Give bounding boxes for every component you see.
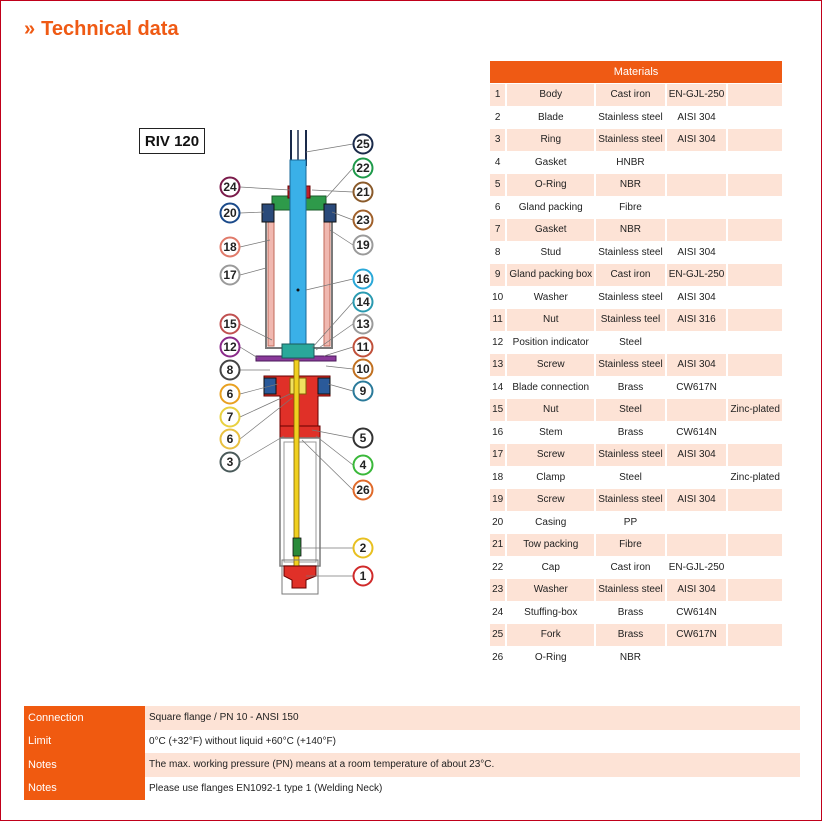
spec-value: Square flange / PN 10 - ANSI 150 <box>145 706 800 730</box>
materials-cell-standard: EN-GJL-250 <box>667 84 727 106</box>
materials-cell-no: 17 <box>490 444 505 466</box>
materials-cell-part: Gland packing <box>518 201 583 213</box>
materials-cell-part: Gasket <box>534 156 567 168</box>
materials-body <box>490 84 782 668</box>
materials-cell-no: 25 <box>490 624 505 646</box>
materials-row <box>490 287 782 309</box>
materials-cell-note <box>728 579 782 601</box>
materials-cell-material: Stainless steel <box>596 489 665 511</box>
materials-cell-no: 21 <box>490 534 505 556</box>
spec-row <box>24 706 800 730</box>
materials-cell-material: Steel <box>619 471 642 483</box>
callout-label: 25 <box>356 137 370 151</box>
callout-label: 21 <box>356 185 370 199</box>
callout-label: 10 <box>356 362 370 376</box>
materials-cell-material: Stainless steel <box>598 111 663 123</box>
materials-row <box>490 579 782 601</box>
materials-row <box>490 309 782 331</box>
materials-cell-no: 14 <box>492 381 504 393</box>
callout-label: 8 <box>226 363 234 377</box>
materials-cell-part: Screw <box>507 444 594 466</box>
materials-cell-standard: CW614N <box>676 606 717 618</box>
materials-cell-note <box>728 602 782 624</box>
materials-cell-no: 23 <box>490 579 505 601</box>
materials-cell-standard <box>667 197 727 219</box>
callout-label: 13 <box>356 317 370 331</box>
model-label: RIV 120 <box>139 128 205 154</box>
materials-cell-part: Blade connection <box>512 381 590 393</box>
materials-cell-note <box>728 197 782 219</box>
spec-value: Please use flanges EN1092-1 type 1 (Welding Neck) <box>149 782 383 794</box>
materials-cell-no: 26 <box>492 651 504 663</box>
materials-row <box>490 467 782 489</box>
callout-label: 24 <box>223 180 237 194</box>
materials-row <box>490 152 782 174</box>
materials-cell-material: Fibre <box>596 534 665 556</box>
materials-cell-note <box>728 152 782 174</box>
materials-cell-material: Stainless steel <box>596 444 665 466</box>
materials-cell-part: Gland packing box <box>507 264 594 286</box>
materials-cell-material: PP <box>623 516 638 528</box>
callout-label: 14 <box>356 295 370 309</box>
spec-row <box>24 777 800 801</box>
materials-cell-material: Stainless steel <box>596 354 665 376</box>
materials-cell-standard <box>667 467 727 489</box>
materials-cell-note <box>728 287 782 309</box>
stem-shape <box>290 160 306 350</box>
materials-cell-part: Tow packing <box>507 534 594 556</box>
materials-cell-part: O-Ring <box>507 174 594 196</box>
materials-cell-part: Stem <box>539 426 563 438</box>
materials-cell-no: 20 <box>492 516 504 528</box>
materials-cell-material: HNBR <box>616 156 645 168</box>
materials-cell-note <box>728 107 782 129</box>
page-title <box>24 18 179 41</box>
materials-cell-material: Steel <box>596 399 665 421</box>
materials-cell-standard <box>667 219 727 241</box>
materials-cell-standard <box>667 647 727 669</box>
materials-header: Materials <box>490 61 782 83</box>
blade-shape <box>294 360 299 566</box>
materials-row <box>490 489 782 511</box>
materials-cell-material: Stainless steel <box>598 246 663 258</box>
materials-cell-note <box>728 309 782 331</box>
spec-row <box>24 753 800 777</box>
materials-cell-no: 5 <box>490 174 505 196</box>
materials-cell-part: Casing <box>535 516 567 528</box>
materials-row <box>490 444 782 466</box>
materials-cell-standard: CW617N <box>667 624 727 646</box>
materials-row <box>490 264 782 286</box>
materials-cell-material: Cast iron <box>596 84 665 106</box>
materials-row <box>490 174 782 196</box>
callout-label: 20 <box>223 206 237 220</box>
materials-cell-no: 9 <box>490 264 505 286</box>
callout-label: 1 <box>359 569 367 583</box>
callout-label: 23 <box>356 213 370 227</box>
callout-label: 2 <box>359 541 367 555</box>
ring-shape <box>284 566 316 588</box>
materials-cell-material: Steel <box>619 336 642 348</box>
materials-cell-material: Cast iron <box>610 561 651 573</box>
materials-cell-part: Nut <box>507 399 594 421</box>
materials-row <box>490 422 782 444</box>
materials-cell-material: NBR <box>619 651 642 663</box>
specs-table <box>24 706 800 800</box>
materials-cell-material: NBR <box>596 219 665 241</box>
materials-cell-note <box>728 422 782 444</box>
materials-row <box>490 647 782 669</box>
materials-cell-no: 24 <box>492 606 504 618</box>
materials-cell-no: 12 <box>492 336 504 348</box>
materials-cell-standard: AISI 316 <box>667 309 727 331</box>
materials-cell-part: Blade <box>537 111 564 123</box>
page-title-text: Technical data <box>41 18 179 40</box>
materials-row <box>490 354 782 376</box>
materials-cell-standard: AISI 304 <box>677 246 716 258</box>
materials-cell-material: NBR <box>596 174 665 196</box>
materials-cell-standard <box>667 534 727 556</box>
callout-label: 19 <box>356 238 370 252</box>
materials-row <box>490 197 782 219</box>
materials-row <box>490 557 782 579</box>
materials-row <box>490 512 782 534</box>
double-chevron-icon: » <box>24 18 34 40</box>
materials-cell-note <box>728 84 782 106</box>
materials-cell-standard: CW617N <box>676 381 717 393</box>
spec-key: Notes <box>24 777 145 801</box>
callout-label: 7 <box>226 410 234 424</box>
materials-cell-part: Body <box>507 84 594 106</box>
materials-cell-note <box>728 332 782 354</box>
materials-cell-note <box>728 377 782 399</box>
materials-cell-note <box>728 444 782 466</box>
callout-label: 6 <box>226 432 234 446</box>
materials-cell-standard: AISI 304 <box>667 354 727 376</box>
spec-value: The max. working pressure (PN) means at a room temperature of about 23°C. <box>145 753 800 777</box>
materials-cell-material: Brass <box>596 624 665 646</box>
materials-row <box>490 84 782 106</box>
callout-label: 6 <box>226 387 234 401</box>
materials-cell-material: Stainless steel <box>598 291 663 303</box>
materials-cell-note <box>728 354 782 376</box>
materials-cell-no: 8 <box>494 246 501 258</box>
materials-row <box>490 534 782 556</box>
materials-cell-standard <box>667 174 727 196</box>
valve-cross-section-drawing <box>130 120 390 600</box>
materials-cell-note <box>728 174 782 196</box>
materials-cell-part: Screw <box>507 489 594 511</box>
materials-cell-standard <box>667 332 727 354</box>
materials-cell-standard <box>667 399 727 421</box>
callout-label: 3 <box>226 455 234 469</box>
materials-cell-material: Stainless steel <box>596 129 665 151</box>
materials-cell-no: 22 <box>492 561 504 573</box>
materials-cell-standard: EN-GJL-250 <box>667 264 727 286</box>
callout-label: 12 <box>223 340 237 354</box>
materials-cell-no: 6 <box>494 201 501 213</box>
materials-cell-note: Zinc-plated <box>730 471 780 483</box>
materials-cell-no: 7 <box>490 219 505 241</box>
materials-cell-note <box>728 624 782 646</box>
materials-cell-part: Position indicator <box>512 336 589 348</box>
materials-cell-material: Stainless steel <box>596 579 665 601</box>
materials-cell-material: Brass <box>617 426 644 438</box>
callout-label: 5 <box>359 431 367 445</box>
materials-cell-part: Stud <box>540 246 562 258</box>
materials-cell-material: Cast iron <box>596 264 665 286</box>
materials-cell-no: 11 <box>490 309 505 331</box>
materials-cell-standard: EN-GJL-250 <box>668 561 725 573</box>
callout-label: 4 <box>359 458 367 472</box>
materials-row <box>490 377 782 399</box>
materials-cell-no: 19 <box>490 489 505 511</box>
materials-cell-part: Nut <box>507 309 594 331</box>
materials-cell-note <box>728 219 782 241</box>
materials-cell-standard: AISI 304 <box>677 111 716 123</box>
materials-row <box>490 242 782 264</box>
materials-cell-no: 16 <box>492 426 504 438</box>
materials-cell-no: 2 <box>494 111 501 123</box>
materials-row <box>490 399 782 421</box>
materials-cell-no: 10 <box>492 291 504 303</box>
materials-cell-material: Brass <box>617 381 644 393</box>
materials-cell-part: Cap <box>541 561 560 573</box>
materials-row <box>490 129 782 151</box>
spec-key: Notes <box>24 753 145 777</box>
callout-label: 18 <box>223 240 237 254</box>
materials-cell-part: Stuffing-box <box>524 606 578 618</box>
materials-row <box>490 107 782 129</box>
materials-cell-no: 4 <box>494 156 501 168</box>
materials-cell-standard: CW614N <box>676 426 717 438</box>
materials-cell-part: Washer <box>507 579 594 601</box>
materials-cell-standard: AISI 304 <box>667 129 727 151</box>
materials-cell-note <box>728 129 782 151</box>
materials-row <box>490 219 782 241</box>
callout-label: 15 <box>223 317 237 331</box>
materials-cell-material: Brass <box>617 606 644 618</box>
materials-cell-part: Gasket <box>507 219 594 241</box>
materials-cell-standard <box>667 512 727 534</box>
materials-cell-no: 3 <box>490 129 505 151</box>
spec-key: Limit <box>24 730 145 754</box>
materials-row <box>490 624 782 646</box>
materials-cell-material: Fibre <box>619 201 642 213</box>
materials-cell-standard: AISI 304 <box>667 579 727 601</box>
spec-value: 0°C (+32°F) without liquid +60°C (+140°F) <box>149 735 336 747</box>
materials-cell-no: 18 <box>492 471 504 483</box>
materials-cell-standard: AISI 304 <box>677 291 716 303</box>
materials-cell-standard: AISI 304 <box>667 489 727 511</box>
materials-cell-part: Clamp <box>536 471 566 483</box>
body-shape <box>280 426 320 438</box>
materials-cell-note <box>728 647 782 669</box>
callout-label: 16 <box>356 272 370 286</box>
callout-label: 22 <box>356 161 370 175</box>
callout-label: 9 <box>359 384 367 398</box>
spec-row <box>24 730 800 754</box>
materials-cell-note: Zinc-plated <box>728 399 782 421</box>
materials-cell-no: 1 <box>490 84 505 106</box>
materials-cell-no: 15 <box>490 399 505 421</box>
spec-key: Connection <box>24 706 145 730</box>
materials-cell-part: Screw <box>507 354 594 376</box>
materials-cell-material: Stainless teel <box>596 309 665 331</box>
materials-cell-note <box>728 534 782 556</box>
materials-cell-part: Ring <box>507 129 594 151</box>
materials-cell-standard: AISI 304 <box>667 444 727 466</box>
materials-row <box>490 602 782 624</box>
materials-cell-no: 13 <box>490 354 505 376</box>
materials-cell-note <box>728 242 782 264</box>
materials-cell-note <box>728 557 782 579</box>
materials-cell-note <box>728 512 782 534</box>
materials-row <box>490 332 782 354</box>
materials-table <box>488 60 784 669</box>
callout-label: 11 <box>356 340 370 354</box>
materials-cell-note <box>728 264 782 286</box>
materials-cell-part: Fork <box>507 624 594 646</box>
materials-cell-part: O-Ring <box>534 651 567 663</box>
materials-cell-note <box>728 489 782 511</box>
callout-label: 17 <box>223 268 237 282</box>
callout-label: 26 <box>356 483 370 497</box>
materials-cell-part: Washer <box>533 291 568 303</box>
materials-cell-standard <box>667 152 727 174</box>
